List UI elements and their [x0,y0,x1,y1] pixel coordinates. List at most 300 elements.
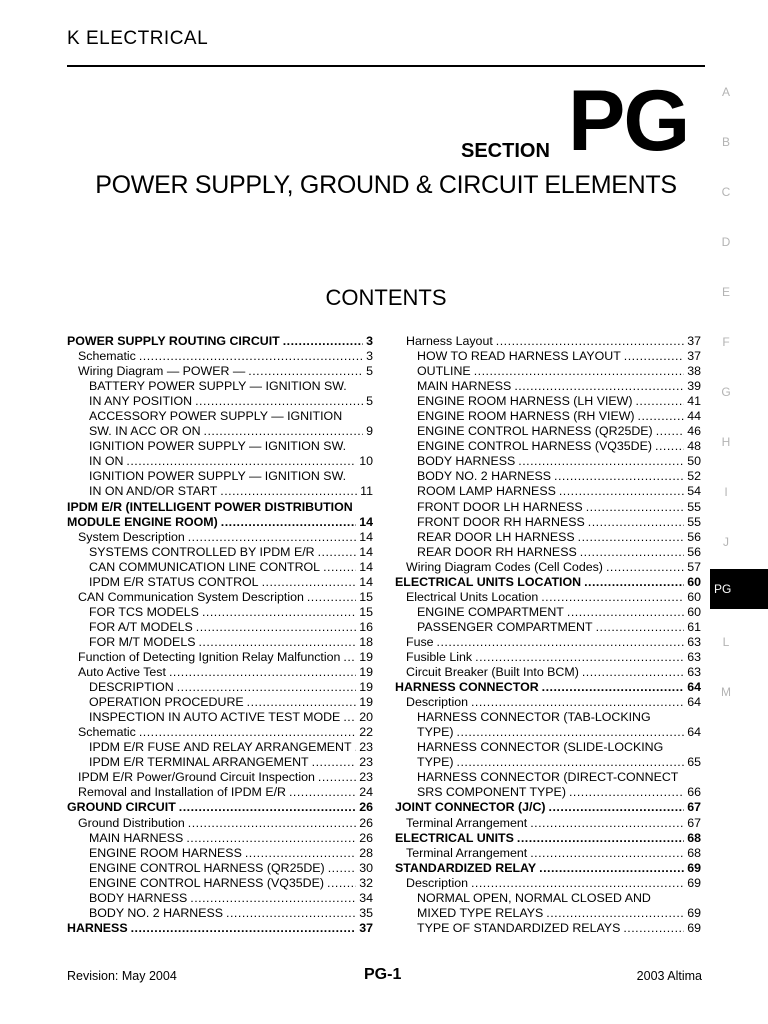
toc-leader-dots [559,484,684,499]
chapter-header: K ELECTRICAL [67,28,209,49]
toc-entry-title: MODULE ENGINE ROOM) [67,514,218,529]
toc-entry-title: Fuse [406,634,434,649]
toc-entry-title: Wiring Diagram Codes (Cell Codes) [406,559,603,574]
toc-entry[interactable] [67,560,373,575]
toc-entry-title: TYPE) [417,725,454,740]
toc-entry[interactable] [395,785,701,800]
toc-entry[interactable] [395,349,701,364]
toc-entry[interactable] [67,424,373,439]
toc-entry-title: HARNESS CONNECTOR (DIRECT-CONNECT [417,770,679,785]
toc-entry-page: 35 [359,905,373,920]
toc-entry[interactable] [67,831,373,846]
toc-entry[interactable] [67,755,373,770]
toc-entry[interactable] [67,650,373,665]
toc-leader-dots [247,695,357,710]
toc-entry[interactable] [395,861,701,876]
toc-entry-page: 19 [359,665,373,680]
toc-entry[interactable] [67,800,373,815]
toc-entry[interactable] [67,454,373,469]
toc-entry[interactable] [395,725,701,740]
toc-leader-dots [312,755,357,770]
toc-entry-page: 3 [366,334,373,348]
toc-leader-dots [169,665,356,680]
toc-entry-page: 10 [359,454,373,469]
toc-leader-dots [530,846,684,861]
toc-entry-title: HARNESS CONNECTOR [395,680,539,695]
toc-entry-title: Terminal Arrangement [406,815,528,830]
toc-entry-page: 38 [687,364,701,379]
toc-leader-dots [471,695,684,710]
toc-entry-title: ENGINE CONTROL HARNESS (QR25DE) [417,424,653,439]
toc-leader-dots [220,484,357,499]
toc-entry[interactable] [395,770,701,785]
toc-leader-dots [588,515,684,530]
toc-entry-page: 64 [687,695,701,710]
toc-entry-page: 26 [359,815,373,830]
footer-page-number: PG-1 [364,966,402,983]
toc-entry-title: TYPE OF STANDARDIZED RELAYS [417,920,621,935]
toc-entry-title: FOR TCS MODELS [89,604,199,619]
toc-entry-title: ENGINE CONTROL HARNESS (VQ35DE) [417,439,653,454]
toc-entry[interactable] [395,530,701,545]
toc-entry-title: Description [406,875,468,890]
toc-entry-page: 19 [359,649,373,664]
toc-entry-title: ENGINE ROOM HARNESS (LH VIEW) [417,394,633,409]
toc-leader-dots [582,665,684,680]
toc-entry-page: 63 [687,634,701,649]
toc-entry[interactable] [395,846,701,861]
toc-entry-title: SW. IN ACC OR ON [89,424,201,439]
toc-leader-dots [323,560,356,575]
toc-entry[interactable] [395,379,701,394]
toc-entry-page: 15 [359,604,373,619]
toc-leader-dots [289,785,356,800]
toc-entry-title: REAR DOOR RH HARNESS [417,544,577,559]
toc-entry-page: 56 [687,544,701,559]
toc-leader-dots [623,921,684,936]
toc-leader-dots [578,530,685,545]
toc-entry-page: 60 [687,574,701,589]
toc-entry[interactable] [67,409,373,424]
toc-entry-title: CAN COMMUNICATION LINE CONTROL [89,559,321,574]
toc-entry-title: BODY HARNESS [89,890,188,905]
toc-entry-page: 34 [359,890,373,905]
toc-entry-page: 11 [360,484,373,499]
toc-entry[interactable] [67,680,373,695]
toc-leader-dots [188,816,356,831]
toc-entry-page: 14 [359,529,373,544]
toc-entry-title: HOW TO READ HARNESS LAYOUT [417,349,621,364]
toc-entry-title: MIXED TYPE RELAYS [417,905,544,920]
section-code: PG [568,73,689,169]
toc-entry[interactable] [67,876,373,891]
toc-entry[interactable] [67,785,373,800]
toc-entry[interactable] [67,394,373,409]
toc-entry-title: Schematic [78,725,136,740]
toc-leader-dots [624,349,684,364]
toc-entry-page: 55 [687,499,701,514]
toc-entry[interactable] [67,484,373,499]
toc-entry-title: IPDM E/R FUSE AND RELAY ARRANGEMENT [89,740,352,755]
toc-leader-dots [318,545,357,560]
toc-entry-title: HARNESS CONNECTOR (SLIDE-LOCKING [417,740,664,755]
toc-entry[interactable] [67,364,373,379]
toc-entry[interactable] [395,515,701,530]
toc-entry[interactable] [67,770,373,785]
toc-leader-dots [343,710,356,725]
toc-entry[interactable] [395,500,701,515]
toc-leader-dots [126,454,356,469]
section-tab-a[interactable]: A [721,85,730,99]
toc-leader-dots [474,364,685,379]
toc-entry-page: 5 [366,394,373,409]
toc-entry[interactable] [395,740,701,755]
footer-revision: Revision: May 2004 [67,969,177,983]
toc-entry[interactable] [67,846,373,861]
toc-leader-dots [196,620,356,635]
toc-entry-title: OPERATION PROCEDURE [89,695,244,710]
toc-leader-dots [580,545,684,560]
toc-entry[interactable] [395,409,701,424]
toc-entry-title: IN ON [89,454,124,469]
toc-leader-dots [355,740,357,755]
toc-entry[interactable] [395,891,701,906]
toc-entry[interactable] [395,394,701,409]
section-tab-j[interactable]: J [723,535,729,549]
toc-entry-title: Description [406,695,468,710]
toc-entry[interactable] [67,530,373,545]
toc-entry-page: 14 [359,574,373,589]
toc-entry-title: JOINT CONNECTOR (J/C) [395,800,546,815]
toc-leader-dots [343,650,356,665]
section-tab-g[interactable]: G [721,385,731,399]
toc-leader-dots [221,515,356,530]
toc-entry-title: IGNITION POWER SUPPLY — IGNITION SW. [89,469,347,484]
toc-entry[interactable] [67,500,373,515]
toc-entry[interactable] [395,454,701,469]
section-tab-m[interactable]: M [721,685,731,699]
toc-entry-title: FOR M/T MODELS [89,634,196,649]
toc-leader-dots [539,861,684,876]
toc-entry-page: 50 [687,454,701,469]
toc-entry-title: IN ON AND/OR START [89,484,218,499]
toc-entry-title: IGNITION POWER SUPPLY — IGNITION SW. [89,439,347,454]
toc-entry-page: 26 [359,800,373,815]
toc-entry-title: ENGINE COMPARTMENT [417,604,564,619]
toc-entry[interactable] [67,620,373,635]
toc-entry-page: 64 [687,680,701,695]
toc-leader-dots [475,650,684,665]
toc-leader-dots [190,891,356,906]
toc-entry-page: 22 [359,725,373,740]
toc-leader-dots [283,334,363,349]
toc-entry-title: IPDM E/R TERMINAL ARRANGEMENT [89,755,309,770]
toc-entry-title: ENGINE CONTROL HARNESS (QR25DE) [89,860,325,875]
toc-entry-title: ENGINE CONTROL HARNESS (VQ35DE) [89,875,325,890]
toc-leader-dots [655,439,684,454]
toc-entry-page: 54 [687,484,701,499]
section-title: POWER SUPPLY, GROUND & CIRCUIT ELEMENTS [95,171,677,199]
toc-leader-dots [546,906,684,921]
section-tab-b[interactable]: B [721,135,730,149]
toc-entry-page: 20 [359,710,373,725]
toc-entry-page: 14 [359,559,373,574]
toc-leader-dots [131,921,357,936]
contents-heading: CONTENTS [325,285,447,310]
toc-entry-page: 19 [359,695,373,710]
toc-entry[interactable] [395,876,701,891]
toc-entry-title: BODY HARNESS [417,454,516,469]
toc-entry[interactable] [395,469,701,484]
toc-entry-title: IN ANY POSITION [89,394,193,409]
toc-entry-title: Harness Layout [406,334,493,348]
toc-entry[interactable] [67,334,373,349]
toc-entry-page: 37 [359,920,373,935]
toc-entry[interactable] [395,605,701,620]
toc-entry[interactable] [395,665,701,680]
toc-entry-title: NORMAL OPEN, NORMAL CLOSED AND [417,890,651,905]
toc-entry[interactable] [395,650,701,665]
toc-entry-page: 69 [687,860,701,875]
toc-entry-page: 18 [359,634,373,649]
toc-entry[interactable] [67,861,373,876]
toc-entry-title: PASSENGER COMPARTMENT [417,619,593,634]
toc-entry[interactable] [395,620,701,635]
toc-entry[interactable] [67,545,373,560]
toc-entry-title: ELECTRICAL UNITS [395,830,514,845]
toc-entry-page: 14 [359,544,373,559]
toc-entry[interactable] [67,379,373,394]
toc-entry[interactable] [67,921,373,936]
toc-entry-title: MAIN HARNESS [89,830,184,845]
toc-leader-dots [542,680,685,695]
toc-entry-title: IPDM E/R STATUS CONTROL [89,574,259,589]
toc-entry-title: BATTERY POWER SUPPLY — IGNITION SW. [89,379,347,394]
toc-leader-dots [198,635,356,650]
toc-entry[interactable] [395,590,701,605]
toc-leader-dots [569,785,684,800]
toc-entry[interactable] [67,695,373,710]
toc-entry-page: 30 [359,860,373,875]
toc-entry-title: GROUND CIRCUIT [67,800,176,815]
toc-leader-dots [530,816,684,831]
toc-entry-page: 28 [359,845,373,860]
toc-entry-title: FOR A/T MODELS [89,619,193,634]
toc-entry[interactable] [67,575,373,590]
toc-entry-page: 55 [687,514,701,529]
toc-entry-page: 64 [687,725,701,740]
toc-entry[interactable] [67,439,373,454]
toc-entry-page: 63 [687,665,701,680]
toc-entry-title: TYPE) [417,755,454,770]
toc-entry-page: 65 [687,755,701,770]
toc-leader-dots [262,575,357,590]
toc-entry-page: 5 [366,364,373,379]
toc-leader-dots [139,725,356,740]
footer-model: 2003 Altima [636,969,702,983]
toc-entry-title: Terminal Arrangement [406,845,528,860]
toc-entry-title: ENGINE ROOM HARNESS [89,845,242,860]
toc-entry-page: 15 [359,589,373,604]
toc-entry[interactable] [67,635,373,650]
toc-entry[interactable] [67,725,373,740]
toc-entry-title: STANDARDIZED RELAY [395,860,537,875]
toc-entry[interactable] [395,575,701,590]
toc-leader-dots [139,349,363,364]
toc-entry[interactable] [395,816,701,831]
toc-entry-page: 3 [366,349,373,364]
toc-entry-title: ROOM LAMP HARNESS [417,484,556,499]
toc-entry[interactable] [67,605,373,620]
toc-entry[interactable] [395,906,701,921]
toc-entry-page: 37 [687,334,701,348]
toc-entry-title: OUTLINE [417,364,471,379]
toc-entry-title: POWER SUPPLY ROUTING CIRCUIT [67,334,280,348]
toc-entry-page: 66 [687,785,701,800]
toc-entry[interactable] [395,439,701,454]
toc-leader-dots [471,876,684,891]
toc-leader-dots [307,590,356,605]
toc-entry[interactable] [395,560,701,575]
toc-leader-dots [177,680,357,695]
toc-entry-title: HARNESS CONNECTOR (TAB-LOCKING [417,710,651,725]
toc-entry-page: 41 [687,394,701,409]
toc-entry-page: 63 [687,649,701,664]
toc-entry-title: Electrical Units Location [406,589,539,604]
toc-entry[interactable] [67,740,373,755]
toc-entry-page: 67 [687,800,701,815]
toc-entry-title: BODY NO. 2 HARNESS [417,469,552,484]
toc-leader-dots [245,846,356,861]
toc-entry-page: 60 [687,604,701,619]
toc-leader-dots [541,590,684,605]
toc-entry-title: IPDM E/R Power/Ground Circuit Inspection [78,770,315,785]
toc-leader-dots [204,424,364,439]
toc-entry-title: BODY NO. 2 HARNESS [89,905,224,920]
section-tab-c[interactable]: C [721,185,731,199]
toc-leader-dots [586,500,685,515]
toc-left-column [67,334,373,936]
toc-entry-title: CAN Communication System Description [78,589,304,604]
toc-entry-page: 57 [687,559,701,574]
toc-leader-dots [195,394,363,409]
section-tab-l[interactable]: L [722,635,730,649]
toc-entry[interactable] [67,710,373,725]
toc-entry[interactable] [67,469,373,484]
toc-entry-page: 19 [359,680,373,695]
toc-entry-title: Function of Detecting Ignition Relay Malfunction [78,649,341,664]
toc-entry-page: 14 [359,514,373,529]
toc-entry[interactable] [67,891,373,906]
toc-leader-dots [517,831,684,846]
toc-entry-title: SRS COMPONENT TYPE) [417,785,566,800]
toc-entry[interactable] [395,334,701,349]
section-tab-e[interactable]: E [721,285,730,299]
toc-entry[interactable] [395,680,701,695]
section-tab-f[interactable]: F [722,335,730,349]
toc-entry-page: 23 [359,755,373,770]
toc-entry-page: 67 [687,815,701,830]
toc-leader-dots [179,800,356,815]
toc-leader-dots [567,605,684,620]
toc-entry-page: 24 [359,785,373,800]
toc-leader-dots [226,906,356,921]
header-divider [67,65,705,67]
toc-entry-page: 9 [366,424,373,439]
toc-leader-dots [638,409,685,424]
toc-entry[interactable] [67,590,373,605]
toc-entry-page: 60 [687,589,701,604]
toc-leader-dots [596,620,685,635]
toc-leader-dots [549,800,685,815]
toc-entry-title: ENGINE ROOM HARNESS (RH VIEW) [417,409,635,424]
toc-entry[interactable] [395,484,701,499]
toc-entry-title: FRONT DOOR LH HARNESS [417,499,583,514]
toc-entry[interactable] [395,364,701,379]
toc-leader-dots [584,575,684,590]
toc-entry-title: IPDM E/R (INTELLIGENT POWER DISTRIBUTION [67,499,353,514]
toc-leader-dots [606,560,684,575]
toc-entry-title: Wiring Diagram — POWER — [78,364,246,379]
toc-leader-dots [518,454,684,469]
toc-entry[interactable] [67,349,373,364]
toc-entry-page: 23 [359,740,373,755]
section-tab-d[interactable]: D [721,235,731,249]
toc-entry[interactable] [395,424,701,439]
section-tab-h[interactable]: H [721,435,731,449]
toc-right-column [395,334,701,936]
toc-entry-page: 52 [687,469,701,484]
toc-entry[interactable] [395,695,701,710]
toc-leader-dots [554,469,684,484]
toc-entry-title: Removal and Installation of IPDM E/R [78,785,286,800]
toc-entry-title: REAR DOOR LH HARNESS [417,529,575,544]
toc-entry-page: 26 [359,830,373,845]
toc-leader-dots [188,530,356,545]
toc-entry-page: 16 [359,619,373,634]
toc-leader-dots [496,334,684,349]
toc-entry-page: 61 [687,619,701,634]
toc-entry-page: 69 [687,905,701,920]
toc-entry-title: MAIN HARNESS [417,379,512,394]
toc-entry-title: System Description [78,529,185,544]
toc-entry[interactable] [67,906,373,921]
toc-entry[interactable] [395,831,701,846]
toc-entry[interactable] [67,665,373,680]
section-tab-i[interactable]: I [724,485,728,499]
toc-leader-dots [248,364,363,379]
toc-entry-page: 69 [687,920,701,935]
section-tab-pg[interactable]: PG [710,569,768,609]
toc-entry[interactable] [395,755,701,770]
toc-entry[interactable] [395,635,701,650]
toc-leader-dots [656,424,685,439]
toc-entry-title: ACCESSORY POWER SUPPLY — IGNITION [89,409,343,424]
toc-entry[interactable] [395,800,701,815]
toc-entry[interactable] [67,816,373,831]
toc-entry[interactable] [395,545,701,560]
toc-entry-title: Circuit Breaker (Built Into BCM) [406,665,579,680]
toc-entry-page: 56 [687,529,701,544]
toc-leader-dots [327,876,356,891]
toc-entry-title: SYSTEMS CONTROLLED BY IPDM E/R [89,544,315,559]
section-label: SECTION [461,140,550,162]
toc-entry[interactable] [395,921,701,936]
toc-entry-title: INSPECTION IN AUTO ACTIVE TEST MODE [89,710,341,725]
toc-entry-title: Schematic [78,349,136,364]
toc-entry[interactable] [67,515,373,530]
toc-entry[interactable] [395,710,701,725]
